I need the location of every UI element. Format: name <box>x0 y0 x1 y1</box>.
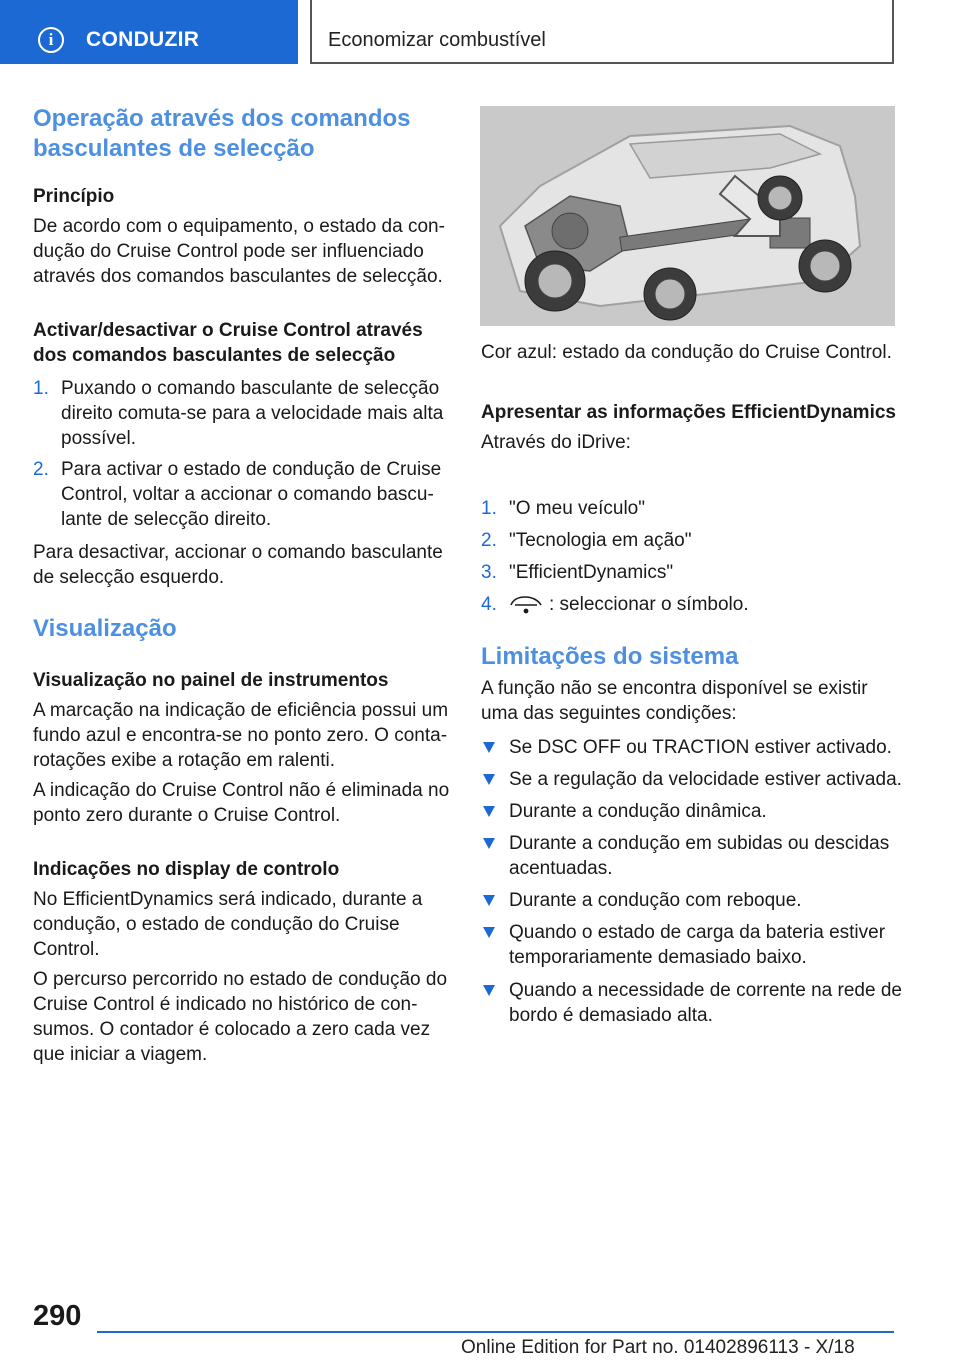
section-limitacoes <box>481 642 901 726</box>
step-number: 1. <box>481 498 497 519</box>
condition-text: Durante a condução em subidas ou descidas acentuadas. <box>509 833 890 879</box>
step-number: 2. <box>33 459 49 480</box>
list-item <box>481 831 901 881</box>
page-header <box>310 0 894 64</box>
list-item <box>481 888 901 913</box>
step-text: : seleccionar o símbolo. <box>549 594 749 615</box>
list-item <box>481 496 901 521</box>
step-text: Para activar o estado de condução de Cruise Control, voltar a accionar o comando bascu-lante de selecção direito. <box>61 459 442 530</box>
page-title: Economizar combustível <box>328 29 546 51</box>
car-drawing <box>480 106 895 326</box>
step-number: 3. <box>481 562 497 583</box>
desactivar-block <box>33 540 451 590</box>
bullet-triangle-icon <box>483 927 495 938</box>
apresentar-block <box>481 400 901 455</box>
chapter-label: CONDUZIR <box>86 28 200 51</box>
display-block <box>33 857 453 1067</box>
activar-block <box>33 318 451 368</box>
condition-text: Durante a condução com reboque. <box>509 890 802 911</box>
condition-text: Se a regulação da velocidade estiver activada. <box>509 769 902 790</box>
step-number: 1. <box>33 378 49 399</box>
list-item <box>481 592 901 617</box>
list-item <box>481 799 901 824</box>
condition-text: Quando o estado de carga da bateria estiver temporariamente demasiado baixo. <box>509 922 886 968</box>
principio-block <box>33 184 451 289</box>
condition-text: Se DSC OFF ou TRACTION estiver activado. <box>509 737 892 758</box>
bullet-triangle-icon <box>483 838 495 849</box>
subheading-activar: Activar/desactivar o Cruise Control através dos comandos basculantes de selecção <box>33 320 423 366</box>
bullet-triangle-icon <box>483 774 495 785</box>
list-item <box>481 560 901 585</box>
section-heading: Operação através dos comandos basculantes de selecção <box>33 105 411 162</box>
section-heading: Limitações do sistema <box>481 643 739 670</box>
painel-text-1: A marcação na indicação de eficiência possui um fundo azul e encontra-se no ponto zero. O conta-rotações exibe a rotação em ralenti. <box>33 700 449 771</box>
list-item <box>481 920 901 970</box>
step-text: "Tecnologia em ação" <box>509 530 692 551</box>
bullet-triangle-icon <box>483 742 495 753</box>
car-illustration <box>480 106 895 326</box>
step-text: Puxando o comando basculante de selecção direito comuta-se para a velocidade mais alta possível. <box>61 378 444 449</box>
car-symbol-icon <box>509 594 543 621</box>
painel-block <box>33 668 453 828</box>
bullet-triangle-icon <box>483 806 495 817</box>
list-item <box>33 376 451 451</box>
painel-text-2: A indicação do Cruise Control não é eliminada no ponto zero durante o Cruise Control. <box>33 780 450 826</box>
chapter-tab[interactable] <box>0 0 298 64</box>
footer-divider <box>97 1331 894 1333</box>
info-icon: i <box>38 27 64 53</box>
desactivar-text: Para desactivar, accionar o comando basculante de selecção esquerdo. <box>33 542 443 588</box>
bullet-triangle-icon <box>483 985 495 996</box>
image-caption: Cor azul: estado da condução do Cruise Control. <box>481 342 892 363</box>
display-text-2: O percurso percorrido no estado de condução do Cruise Control é indicado no histórico de con-sumos. O contador é colocado a zero cada vez que iniciar a viagem. <box>33 969 448 1065</box>
condition-text: Durante a condução dinâmica. <box>509 801 767 822</box>
step-number: 4. <box>481 594 497 615</box>
step-number: 2. <box>481 530 497 551</box>
subheading-painel: Visualização no painel de instrumentos <box>33 670 389 691</box>
subheading-display: Indicações no display de controlo <box>33 859 340 880</box>
condition-text: Quando a necessidade de corrente na rede de bordo é demasiado alta. <box>509 980 902 1026</box>
list-item <box>481 528 901 553</box>
list-item <box>481 735 901 760</box>
display-text-1: No EfficientDynamics será indicado, durante a condução, o estado de condução do Cruise Control. <box>33 889 423 960</box>
idrive-text: Através do iDrive: <box>481 432 631 453</box>
list-item <box>33 457 451 532</box>
bullet-triangle-icon <box>483 895 495 906</box>
list-item <box>481 767 901 792</box>
subheading-principio: Princípio <box>33 186 115 207</box>
section-visualizacao <box>33 614 451 644</box>
image-caption-block <box>481 340 901 365</box>
section-heading: Visualização <box>33 615 177 642</box>
footer-edition: Online Edition for Part no. 01402896113 - X/18 <box>461 1337 855 1358</box>
subheading-apresentar: Apresentar as informações EfficientDynamics <box>481 402 896 423</box>
section-operacao <box>33 104 448 164</box>
step-text: "O meu veículo" <box>509 498 645 519</box>
principio-text: De acordo com o equipamento, o estado da con-dução do Cruise Control pode ser influenciado através dos comandos basculantes de selecção. <box>33 216 445 287</box>
limitacoes-intro: A função não se encontra disponível se existir uma das seguintes condições: <box>481 678 868 724</box>
page-number: 290 <box>33 1300 82 1332</box>
list-item <box>481 978 901 1028</box>
step-text: "EfficientDynamics" <box>509 562 674 583</box>
